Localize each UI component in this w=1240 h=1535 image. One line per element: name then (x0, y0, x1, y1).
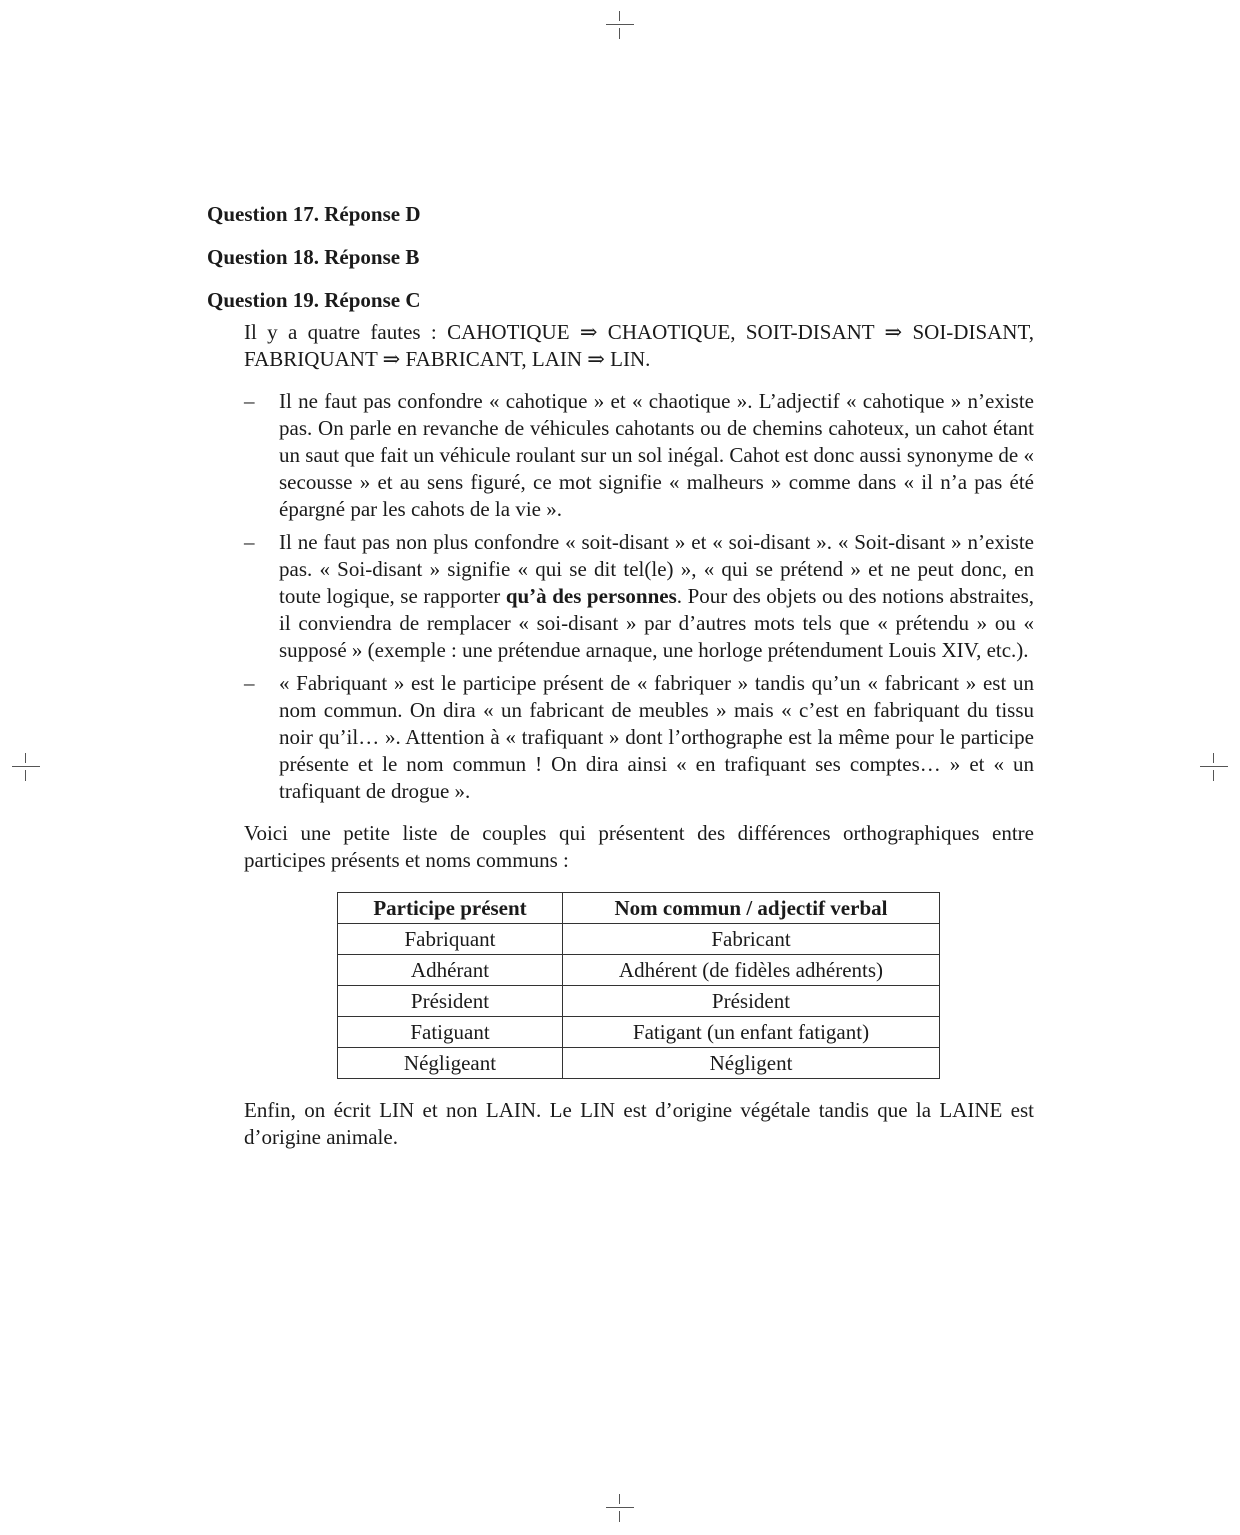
closing-paragraph: Enfin, on écrit LIN et non LAIN. Le LIN est d’origine végétale tandis que la LAINE est d’origine animale. (244, 1098, 1034, 1149)
dash-marker: – (244, 671, 255, 695)
table-row (338, 1017, 940, 1048)
list-intro-paragraph: Voici une petite liste de couples qui présentent des différences orthographiques entre participes présents et noms communs : (244, 821, 1034, 872)
table-cell: Négligent (563, 1048, 940, 1079)
crop-mark-top-icon (606, 11, 634, 39)
intro-paragraph: Il y a quatre fautes : CAHOTIQUE ⇒ CHAOTIQUE, SOIT-DISANT ⇒ SOI-DISANT, FABRIQUANT ⇒ FABRICANT, LAIN ⇒ LIN. (244, 320, 1034, 371)
table-cell: Président (338, 986, 563, 1017)
page-content (207, 199, 1035, 1151)
table-cell: Président (563, 986, 940, 1017)
bullet-bold-emphasis: qu’à des personnes (505, 584, 677, 608)
table-cell: Fabricant (563, 924, 940, 955)
dash-marker: – (244, 530, 255, 554)
crop-mark-right-icon (1200, 753, 1228, 781)
list-item (244, 529, 1034, 664)
explanation-list (244, 388, 1034, 805)
table-row (338, 924, 940, 955)
question-17-heading: Question 17. Réponse D (207, 202, 421, 226)
crop-mark-left-icon (12, 753, 40, 781)
participle-table (337, 892, 940, 1079)
table-cell: Fabriquant (338, 924, 563, 955)
list-item (244, 388, 1034, 523)
table-header-row (338, 893, 940, 924)
table-cell: Négligeant (338, 1048, 563, 1079)
column-header-participe: Participe présent (338, 893, 563, 924)
crop-mark-bottom-icon (606, 1494, 634, 1522)
bullet-text-after: . Pour des objets ou des notions abstraites, il conviendra de remplacer « soi-disant » par d’autres mots tels que « prétendu » ou « supposé » (exemple : une prétendue arnaque, une horloge prétendument Louis XIV, etc.). (279, 584, 1034, 662)
list-item (244, 670, 1034, 805)
table-row (338, 986, 940, 1017)
table-cell: Fatiguant (338, 1017, 563, 1048)
table-row (338, 955, 940, 986)
bullet-text: « Fabriquant » est le participe présent de « fabriquer » tandis qu’un « fabricant » est un nom commun. On dira « un fabricant de meubles » mais « c’est en fabriquant du tissu noir qu’il… ». Attention à « trafiquant » dont l’orthographe est la même pour le participe présente et le nom commun ! On dira ainsi « en trafiquant ses comptes… » et « un trafiquant de drogue ». (279, 671, 1034, 803)
bullet-text: Il ne faut pas confondre « cahotique » et « chaotique ». L’adjectif « cahotique » n’existe pas. On parle en revanche de véhicules cahotants ou de chemins cahoteux, un cahot étant un saut que fait un véhicule roulant sur un sol inégal. Cahot est donc aussi synonyme de « secousse » et au sens figuré, ce mot signifie « malheurs » comme dans « il n’a pas été épargné par les cahots de la vie ». (279, 389, 1034, 521)
column-header-nom-commun: Nom commun / adjectif verbal (563, 893, 940, 924)
table-cell: Adhérant (338, 955, 563, 986)
question-19-heading: Question 19. Réponse C (207, 288, 421, 312)
table-cell: Fatigant (un enfant fatigant) (563, 1017, 940, 1048)
table-row (338, 1048, 940, 1079)
question-18-heading: Question 18. Réponse B (207, 245, 420, 269)
bullet-text-before: Il ne faut pas non plus confondre « soit-disant » et « soi-disant ». « Soit-disant » n’existe pas. « Soi-disant » signifie « qui se dit tel(le) », « qui se prétend » et ne peut donc, en toute logique, se rapporter (279, 530, 1034, 608)
table-cell: Adhérent (de fidèles adhérents) (563, 955, 940, 986)
dash-marker: – (244, 389, 255, 413)
answer-body (244, 319, 1034, 1151)
